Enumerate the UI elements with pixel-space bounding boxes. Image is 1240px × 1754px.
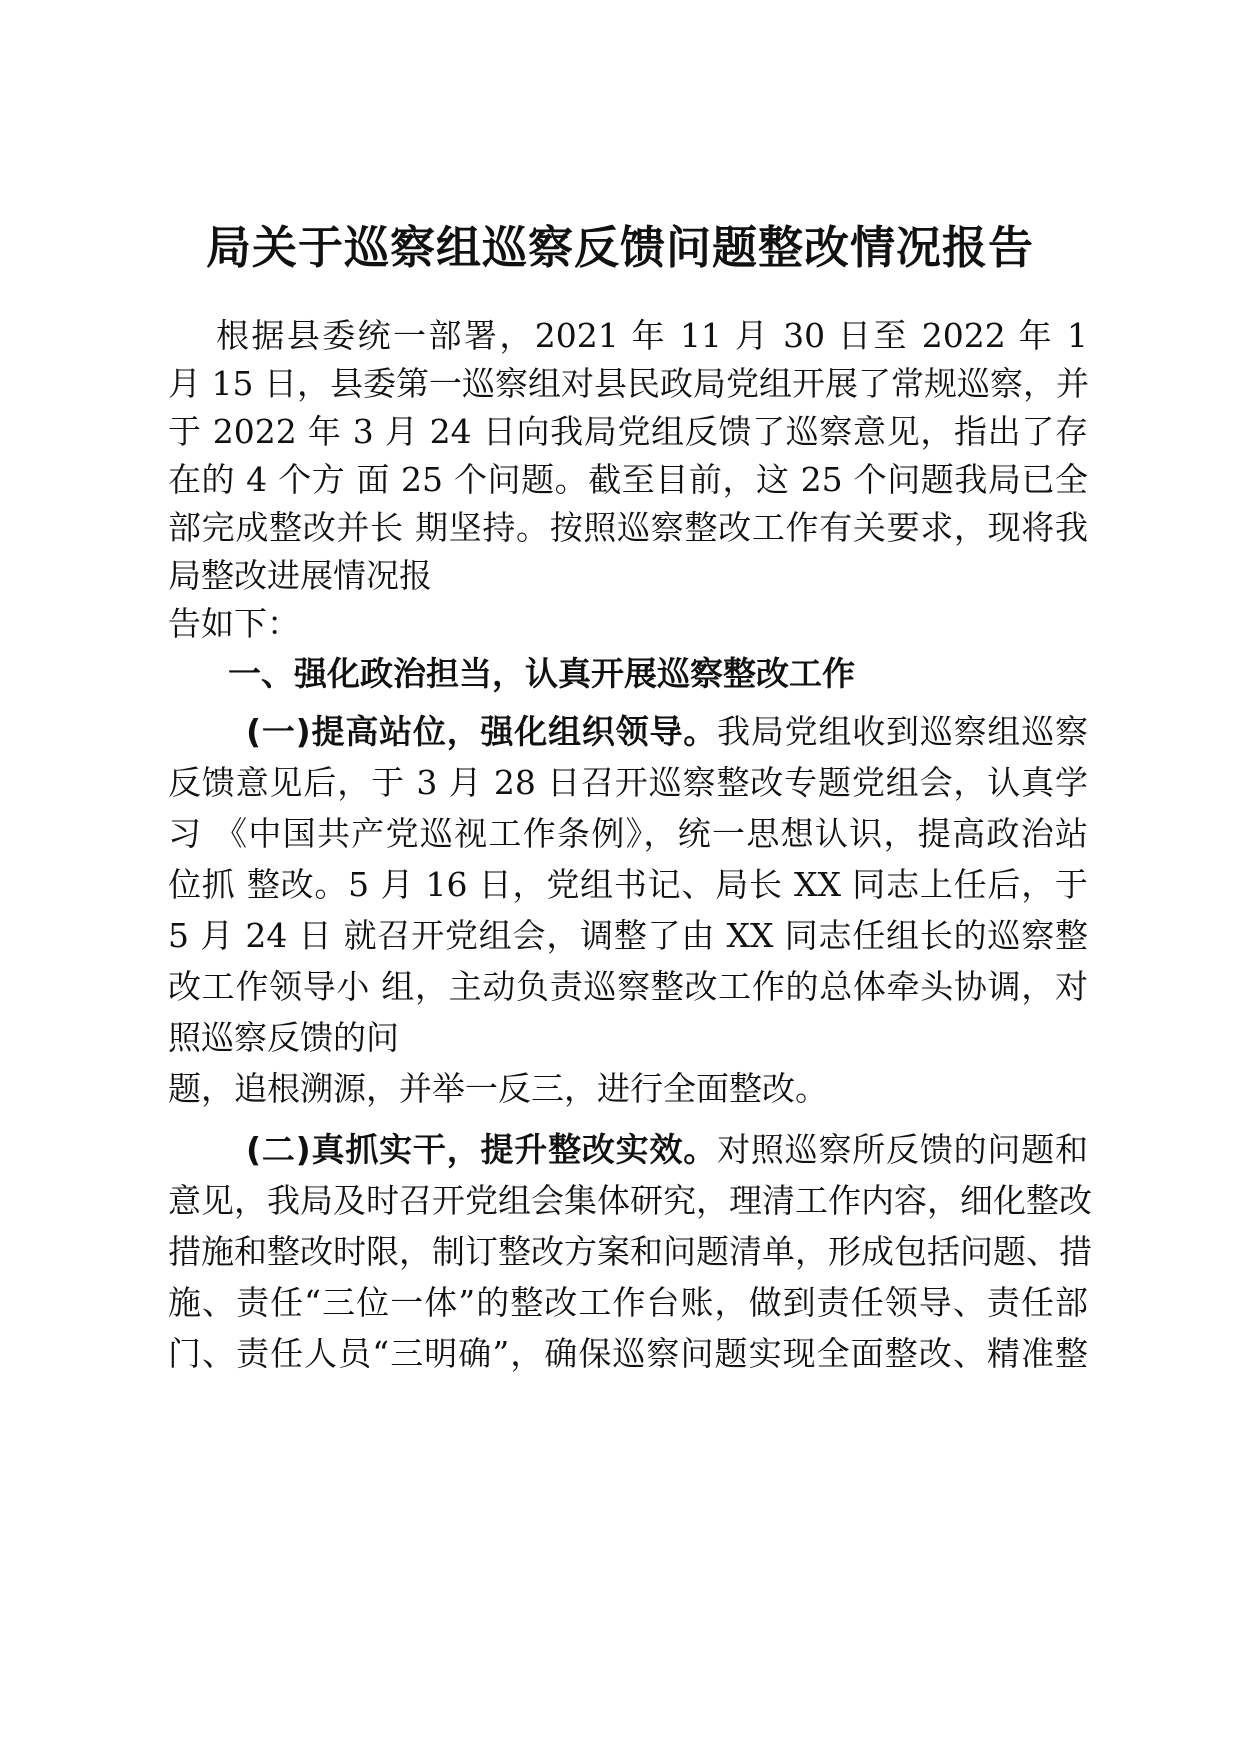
- paragraph-line: 习 《中国共产党巡视工作条例》，统一思想认识，提高政治站: [168, 814, 1088, 853]
- paragraph-line: 根据县委统一部署，2021 年 11 月 30 日至 2022 年 1: [216, 316, 1088, 355]
- paragraph-line: 措施和整改时限，制订整改方案和问题清单，形成包括问题、措: [168, 1232, 1092, 1271]
- paragraph-line: 于 2022 年 3 月 24 日向我局党组反馈了巡察意见，指出了存: [168, 412, 1088, 451]
- paragraph-line: 月 15 日，县委第一巡察组对县民政局党组开展了常规巡察，并: [168, 364, 1089, 403]
- paragraph-line: 门、责任人员“三明确”，确保巡察问题实现全面整改、精准整: [168, 1334, 1088, 1373]
- paragraph-text: 我局党组收到巡察组巡察: [717, 712, 1088, 751]
- paragraph-first-line: [246, 707, 1088, 757]
- paragraph-line: 改工作领导小 组，主动负责巡察整改工作的总体牵头协调，对: [168, 967, 1088, 1006]
- paragraph-lead: (二)真抓实干，提升整改实效。: [246, 1130, 718, 1169]
- paragraph-line: 告如下：: [168, 604, 300, 643]
- paragraph-line: 照巡察反馈的问: [168, 1018, 399, 1057]
- paragraph-first-line: [246, 1125, 1088, 1175]
- paragraph-line: 意见，我局及时召开党组会集体研究，理清工作内容，细化整改: [168, 1181, 1092, 1220]
- paragraph-line: 5 月 24 日 就召开党组会，调整了由 XX 同志任组长的巡察整: [168, 916, 1088, 955]
- paragraph-line: 局整改进展情况报: [168, 556, 432, 595]
- paragraph-line: 施、责任“三位一体”的整改工作台账，做到责任领导、责任部: [168, 1283, 1088, 1322]
- paragraph-line: 位抓 整改。5 月 16 日，党组书记、局长 XX 同志上任后，于: [168, 865, 1088, 904]
- paragraph-text: 对照巡察所反馈的问题和: [717, 1130, 1088, 1169]
- paragraph-line: 部完成整改并长 期坚持。按照巡察整改工作有关要求，现将我: [168, 508, 1088, 547]
- paragraph-line: 在的 4 个方 面 25 个问题。截至目前，这 25 个问题我局已全: [168, 460, 1088, 499]
- section-heading: 一、强化政治担当，认真开展巡察整改工作: [228, 654, 855, 693]
- paragraph-line: 题，追根溯源，并举一反三，进行全面整改。: [168, 1069, 828, 1108]
- document-title: 局关于巡察组巡察反馈问题整改情况报告: [205, 221, 1034, 274]
- paragraph-line: 反馈意见后，于 3 月 28 日召开巡察整改专题党组会，认真学: [168, 763, 1088, 802]
- paragraph-lead: (一)提高站位，强化组织领导。: [246, 712, 718, 751]
